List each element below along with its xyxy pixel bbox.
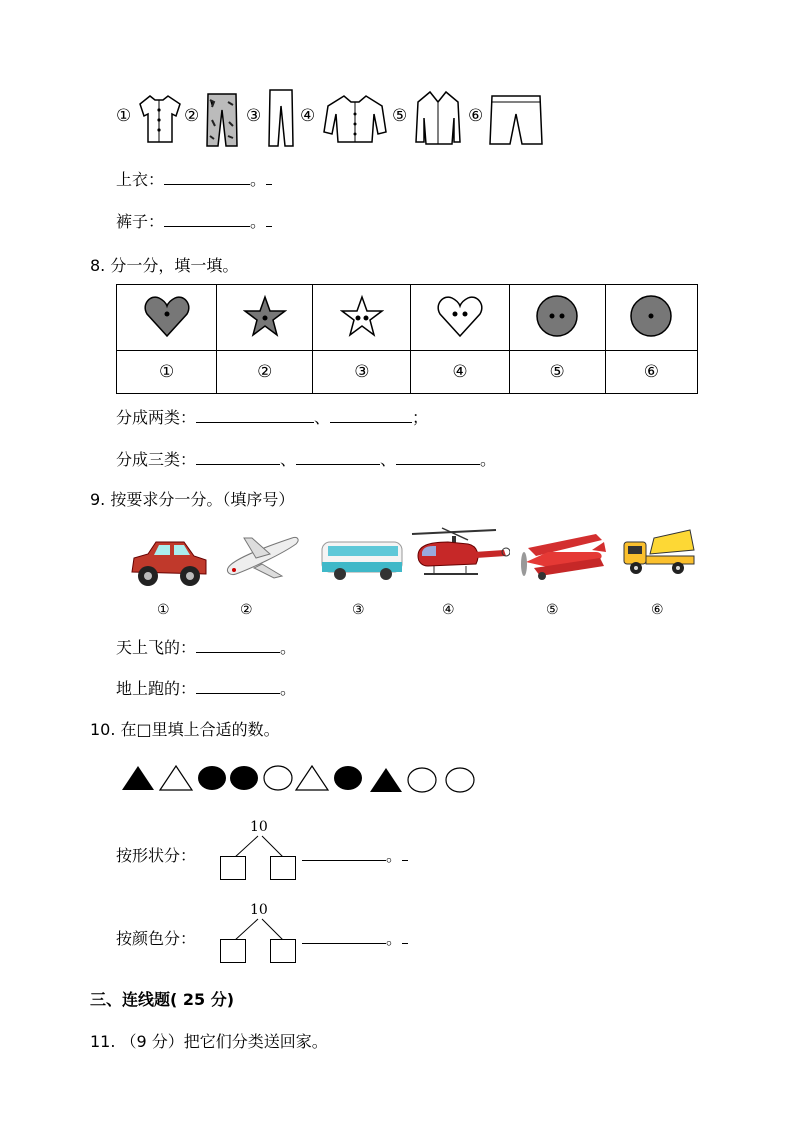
sky-line: 天上飞的： 。 <box>116 638 297 657</box>
color-split-answer: 。 <box>302 929 408 949</box>
three-groups-blank-2[interactable] <box>296 450 380 465</box>
color-split-blank[interactable] <box>302 929 386 944</box>
shape-split-blank[interactable] <box>302 846 386 861</box>
black-triangle-icon <box>122 766 154 790</box>
gray-button-one-hole-icon <box>628 293 674 339</box>
q10-title: 10. 在□里填上合适的数。 <box>90 720 280 739</box>
color-split-total: 10 <box>250 902 268 918</box>
q11-title: 11. （9 分）把它们分类送回家。 <box>90 1032 328 1051</box>
clothing-label-4: ④ <box>300 106 316 126</box>
ground-line: 地上跑的： 。 <box>116 679 297 698</box>
two-groups-line: 分成两类： 、 ； <box>116 408 429 427</box>
cement-truck-icon <box>620 526 698 578</box>
white-circle-icon <box>264 766 292 790</box>
black-triangle-icon <box>370 768 402 792</box>
sky-answer-blank[interactable] <box>196 638 280 653</box>
clothing-label-2: ② <box>184 106 200 126</box>
shape-split-box-1[interactable] <box>220 856 246 880</box>
three-groups-blank-1[interactable] <box>196 450 280 465</box>
shape-split-label: 按形状分： <box>116 846 197 865</box>
black-circle-icon <box>334 766 362 790</box>
pants-line: 裤子： 。 <box>116 212 272 232</box>
biplane-icon <box>512 528 608 582</box>
shape-number-6: ⑥ <box>605 351 697 394</box>
coat-icon <box>412 88 464 148</box>
shape-number-5: ⑤ <box>509 351 605 394</box>
shape-cell-1 <box>117 285 217 351</box>
shape-number-3: ③ <box>313 351 411 394</box>
vehicle-number-4: ④ <box>442 602 455 618</box>
black-circle-icon <box>230 766 258 790</box>
section-3-title: 三、连线题( 25 分) <box>90 990 235 1009</box>
gray-button-two-holes-icon <box>534 293 580 339</box>
q8-title: 8. 分一分，填一填。 <box>90 256 239 275</box>
jacket-icon <box>322 92 388 146</box>
two-groups-blank-1[interactable] <box>196 408 314 423</box>
tops-answer-blank[interactable] <box>164 170 250 185</box>
red-car-icon <box>126 536 210 590</box>
airplane-icon <box>222 530 302 582</box>
clothing-label-3: ③ <box>246 106 262 126</box>
white-triangle-icon <box>160 766 192 790</box>
color-split-box-2[interactable] <box>270 939 296 963</box>
shape-cell-6 <box>605 285 697 351</box>
black-circle-icon <box>198 766 226 790</box>
shape-number-2: ② <box>217 351 313 394</box>
color-split-label: 按颜色分： <box>116 929 197 948</box>
shape-split-total: 10 <box>250 819 268 835</box>
shirt-icon <box>136 90 182 146</box>
long-pants-icon <box>266 88 296 150</box>
gray-star-icon <box>243 294 287 338</box>
ground-answer-blank[interactable] <box>196 679 280 694</box>
shape-sequence <box>118 762 480 796</box>
pants-answer-blank[interactable] <box>164 212 250 227</box>
shape-split-box-2[interactable] <box>270 856 296 880</box>
gray-heart-icon <box>143 292 191 340</box>
shape-cell-4 <box>411 285 509 351</box>
shape-number-4: ④ <box>411 351 509 394</box>
shape-cell-2 <box>217 285 313 351</box>
shape-cell-3 <box>313 285 411 351</box>
bus-icon <box>318 538 406 582</box>
camo-pants-icon <box>204 92 240 148</box>
pants-icon <box>488 92 544 148</box>
q9-title: 9. 按要求分一分。（填序号） <box>90 490 295 509</box>
color-split-box-1[interactable] <box>220 939 246 963</box>
white-circle-icon <box>446 768 474 792</box>
vehicle-number-5: ⑤ <box>546 602 559 618</box>
three-groups-blank-3[interactable] <box>396 450 480 465</box>
clothing-label-6: ⑥ <box>468 106 484 126</box>
helicopter-icon <box>408 526 510 582</box>
shape-table <box>116 284 698 394</box>
vehicle-number-3: ③ <box>352 602 365 618</box>
shape-cell-5 <box>509 285 605 351</box>
clothing-label-5: ⑤ <box>392 106 408 126</box>
clothing-label-1: ① <box>116 106 132 126</box>
white-heart-icon <box>436 292 484 340</box>
shape-number-1: ① <box>117 351 217 394</box>
vehicle-number-1: ① <box>157 602 170 618</box>
shape-split-answer: 。 <box>302 846 408 866</box>
white-triangle-icon <box>296 766 328 790</box>
vehicle-number-6: ⑥ <box>651 602 664 618</box>
white-circle-icon <box>408 768 436 792</box>
white-star-icon <box>340 294 384 338</box>
two-groups-blank-2[interactable] <box>330 408 412 423</box>
vehicle-number-2: ② <box>240 602 253 618</box>
three-groups-line: 分成三类： 、 、 。 <box>116 450 497 469</box>
tops-line: 上衣： 。 <box>116 170 272 190</box>
